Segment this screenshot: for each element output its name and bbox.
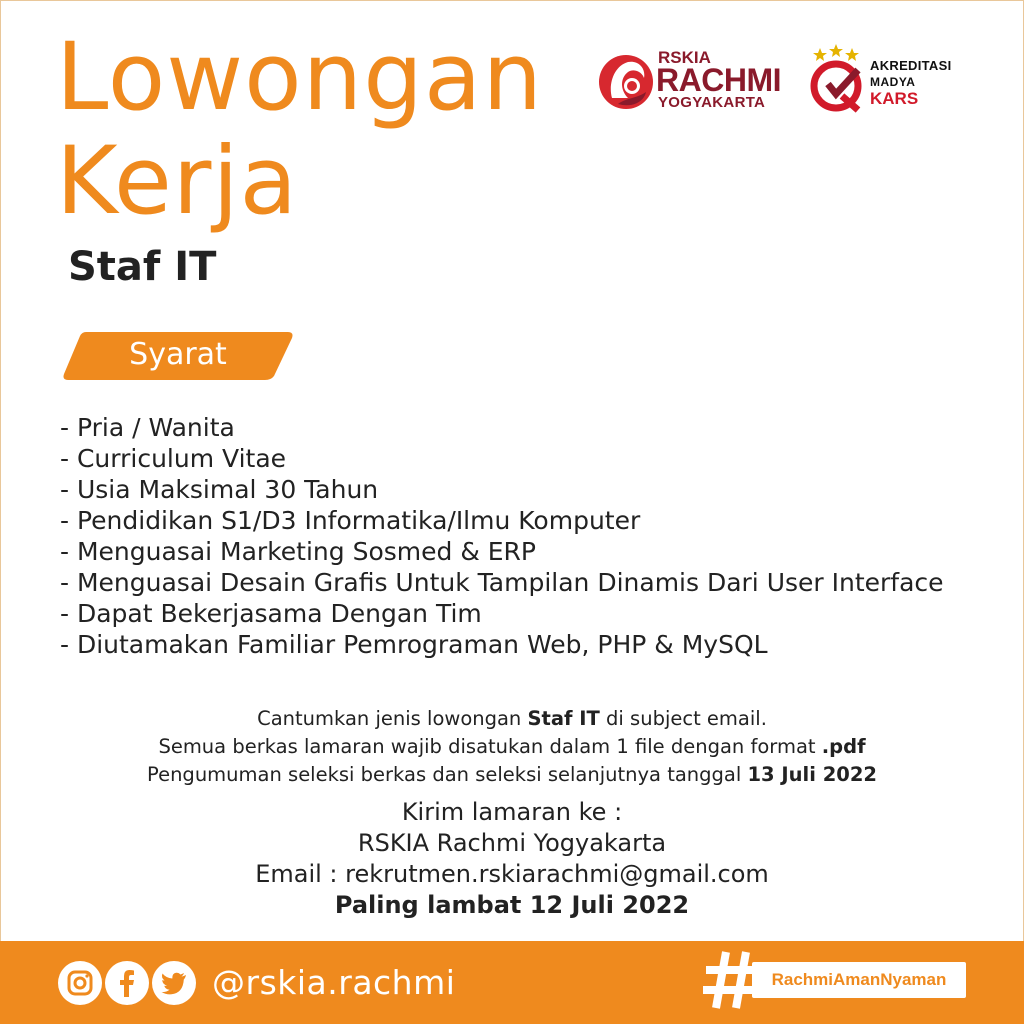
accreditation-line3: KARS [870, 89, 919, 108]
kars-badge-icon [806, 44, 868, 116]
page-title [56, 23, 544, 236]
accreditation-line1: AKREDITASI [870, 58, 952, 73]
hospital-logo-line1: RSKIA [658, 48, 711, 67]
send-label: Kirim lamaran ke : [401, 798, 623, 826]
mother-child-icon [598, 48, 654, 114]
list-item: - Curriculum Vitae [60, 444, 287, 473]
hashtag-badge [700, 948, 970, 1012]
social-handle[interactable]: @rskia.rachmi [212, 963, 456, 1002]
note-line-3: Pengumuman seleksi berkas dan seleksi selanjutnya tanggal 13 Juli 2022 [147, 763, 877, 786]
list-item: - Usia Maksimal 30 Tahun [60, 475, 379, 504]
list-item: - Dapat Bekerjasama Dengan Tim [60, 599, 482, 628]
accreditation-logo [806, 44, 976, 116]
job-position: Staf IT [68, 244, 217, 290]
note-line-2: Semua berkas lamaran wajib disatukan dalam 1 file dengan format .pdf [158, 735, 866, 758]
title-line-2: Kerja [56, 127, 299, 236]
application-notes [0, 705, 1024, 789]
hospital-logo-line2: RACHMI [656, 62, 781, 98]
instagram-icon[interactable] [58, 961, 102, 1005]
list-item: - Menguasai Desain Grafis Untuk Tampilan Dinamis Dari User Interface [60, 568, 944, 597]
send-application-block [0, 797, 1024, 921]
note-line-1: Cantumkan jenis lowongan Staf IT di subject email. [257, 707, 767, 730]
list-item: - Pria / Wanita [60, 413, 235, 442]
twitter-icon[interactable] [152, 961, 196, 1005]
send-recipient: RSKIA Rachmi Yogyakarta [357, 829, 667, 857]
hospital-logo-line3: YOGYAKARTA [658, 94, 766, 111]
title-line-1: Lowongan [56, 23, 544, 132]
accreditation-line2: MADYA [870, 75, 916, 89]
send-email[interactable]: Email : rekrutmen.rskiarachmi@gmail.com [255, 860, 769, 888]
list-item: - Menguasai Marketing Sosmed & ERP [60, 537, 537, 566]
list-item: - Diutamakan Familiar Pemrograman Web, PHP & MySQL [60, 630, 768, 659]
hashtag-label[interactable]: RachmiAmanNyaman [771, 970, 947, 989]
facebook-icon[interactable] [105, 961, 149, 1005]
requirements-badge-label: Syarat [129, 337, 227, 372]
requirements-badge [62, 330, 294, 382]
hospital-logo [598, 48, 798, 114]
send-deadline: Paling lambat 12 Juli 2022 [334, 891, 690, 919]
list-item: - Pendidikan S1/D3 Informatika/Ilmu Komputer [60, 506, 641, 535]
requirements-list [60, 412, 944, 660]
